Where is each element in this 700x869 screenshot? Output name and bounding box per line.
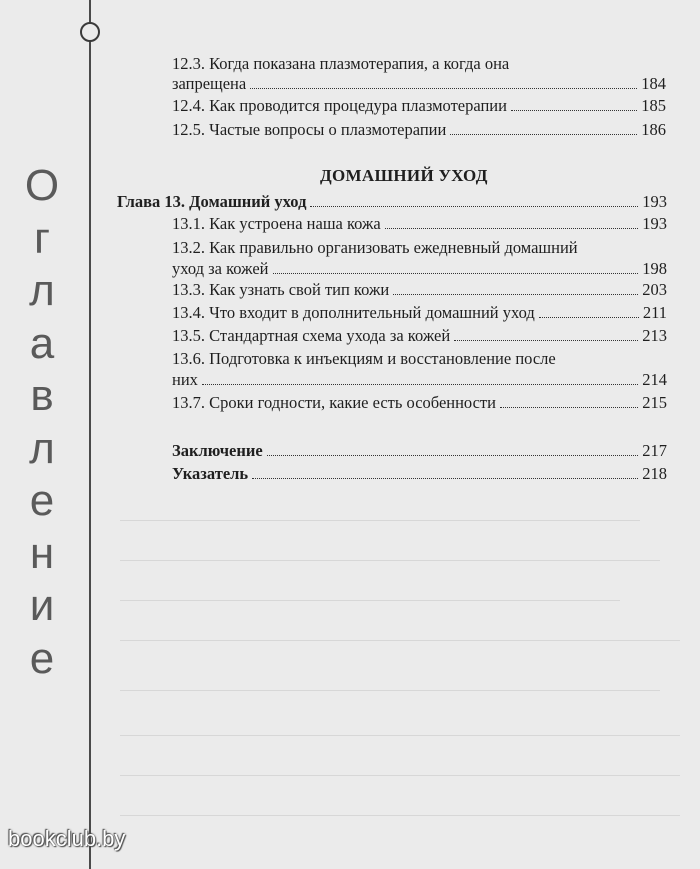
toc-item-label: 13.3. Как узнать свой тип кожи (172, 280, 390, 299)
dot-leader (500, 407, 638, 408)
vertical-title-letter: и (29, 581, 55, 630)
dot-leader (385, 228, 639, 229)
toc-page-number: 217 (642, 441, 667, 460)
vertical-title-letter: л (29, 266, 55, 315)
toc-item-12-3: 12.3. Когда показана плазмотерапия, а когда она (172, 54, 510, 73)
toc-item-13-6-cont (172, 370, 667, 390)
toc-item-label: 13.7. Сроки годности, какие есть особенности (172, 393, 496, 412)
vertical-title-letter: л (29, 423, 55, 473)
dot-leader (252, 478, 638, 479)
toc-item-label: них (172, 370, 198, 389)
toc-item-label: 13.5. Стандартная схема ухода за кожей (172, 326, 451, 345)
toc-page-number: 215 (642, 393, 667, 412)
vertical-title-letter: О (24, 161, 60, 210)
toc-page-number: 213 (642, 326, 667, 345)
dot-leader (202, 384, 638, 385)
dot-leader (539, 317, 639, 318)
toc-item-12-3-cont (172, 74, 666, 94)
toc-chapter-label: Глава 13. Домашний уход (117, 192, 307, 211)
toc-page-number: 214 (642, 370, 667, 389)
toc-page-number: 193 (642, 192, 667, 211)
dot-leader (250, 88, 637, 89)
section-heading: ДОМАШНИЙ УХОД (320, 166, 488, 185)
toc-item-12-4 (172, 96, 666, 116)
vertical-title-letter: е (29, 633, 55, 683)
toc-item-12-5 (172, 120, 666, 140)
toc-item-13-6: 13.6. Подготовка к инъекциям и восстановление после (172, 349, 556, 368)
toc-item-13-2: 13.2. Как правильно организовать ежедневный домашний (172, 238, 578, 257)
toc-item-label: запрещена (172, 74, 247, 93)
toc-item-label: уход за кожей (172, 259, 269, 278)
toc-item-label: 13.4. Что входит в дополнительный домашний уход (172, 303, 535, 322)
watermark: bookclub.by (8, 826, 126, 851)
toc-chapter-13 (117, 192, 667, 212)
toc-index (172, 464, 667, 484)
toc-page-number: 186 (641, 120, 666, 139)
dot-leader (454, 340, 638, 341)
toc-conclusion-label: Заключение (172, 441, 263, 460)
toc-page-number: 184 (641, 74, 666, 93)
vertical-title-letter: н (29, 528, 55, 578)
toc-index-label: Указатель (172, 464, 249, 483)
toc-conclusion (172, 441, 667, 461)
vertical-title-letter: г (33, 213, 51, 263)
vertical-title-letter: в (30, 371, 54, 420)
toc-item-13-7 (172, 393, 667, 413)
dot-leader (393, 294, 638, 295)
toc-page-number: 185 (641, 96, 666, 115)
toc-page-number: 198 (642, 259, 667, 278)
toc-page-number: 211 (642, 303, 667, 322)
toc-item-label: 12.4. Как проводится процедура плазмотерапии (172, 96, 507, 115)
toc-page-number: 193 (642, 214, 667, 233)
toc-page-number: 218 (642, 464, 667, 483)
toc-item-13-1 (172, 214, 667, 234)
toc-item-13-2-cont (172, 259, 667, 279)
toc-item-13-5 (172, 326, 667, 346)
toc-item-label: 12.5. Частые вопросы о плазмотерапии (172, 120, 447, 139)
vertical-title-letter: е (29, 476, 55, 525)
dot-leader (267, 455, 639, 456)
dot-leader (450, 134, 637, 135)
toc-item-13-4 (172, 303, 667, 323)
dot-leader (273, 273, 639, 274)
vertical-title-letter: а (29, 318, 55, 368)
toc-item-13-3 (172, 280, 667, 300)
toc-page-number: 203 (642, 280, 667, 299)
dot-leader (511, 110, 637, 111)
dot-leader (310, 206, 638, 207)
toc-item-label: 13.1. Как устроена наша кожа (172, 214, 381, 233)
